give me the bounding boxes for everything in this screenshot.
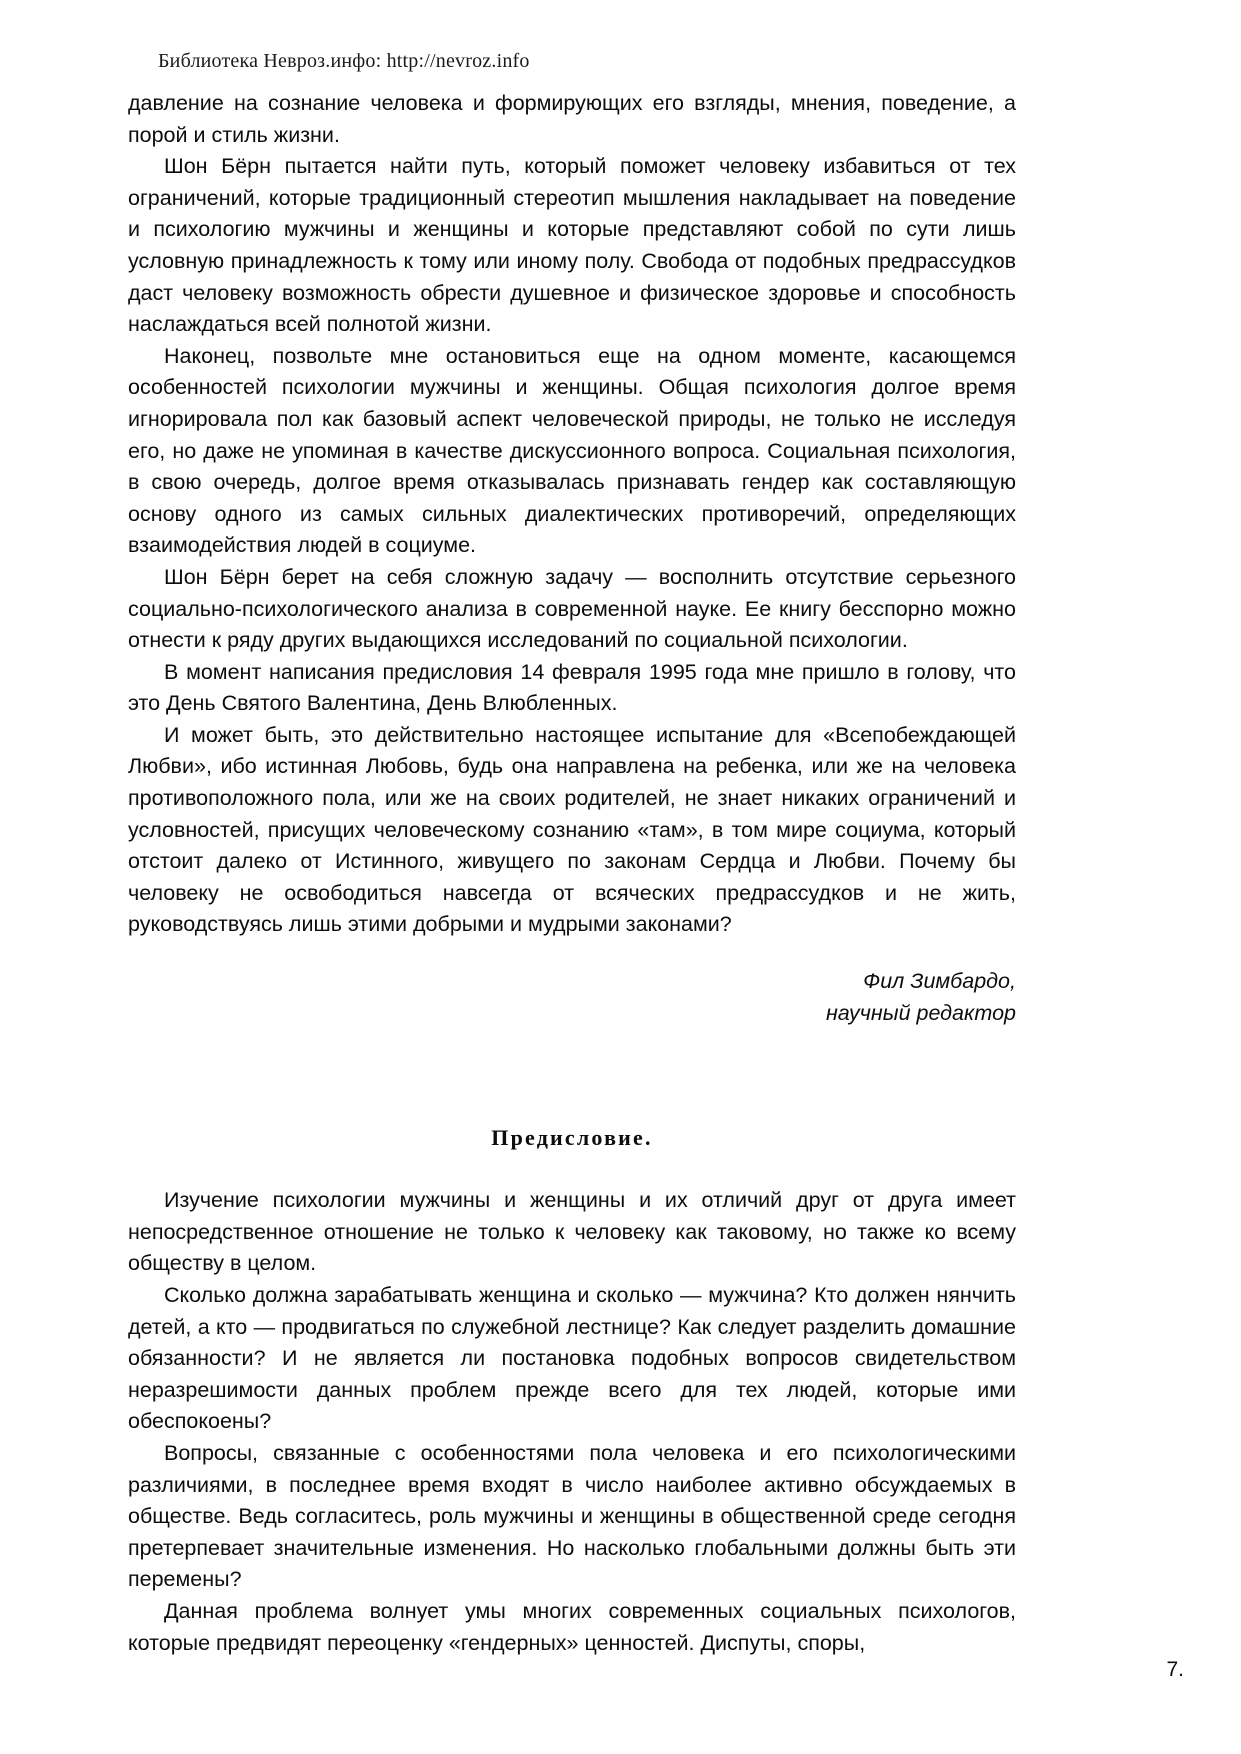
paragraph: И может быть, это действительно настоящее испытание для «Всепобеждающей Любви», ибо истинная Любовь, будь она направлена на ребенка, или же на человека противоположного пола, или же на своих родителей, не знает никаких ограничений и условностей, присущих человеческому сознанию «там», в том мире социума, который отстоит далеко от Истинного, живущего по законам Сердца и Любви. Почему бы человеку не освободиться навсегда от всяческих предрассудков и не жить, руководствуясь лишь этими добрыми и мудрыми законами?	[128, 722, 1016, 937]
paragraph: Вопросы, связанные с особенностями пола человека и его психологическими различиями, в последнее время входят в число наиболее активно обсуждаемых в обществе. Ведь согласитесь, роль мужчины и женщины в общественной среде сегодня претерпевает значительные изменения. Но насколько глобальными должны быть эти перемены?	[128, 1440, 1016, 1592]
paragraph: Шон Бёрн берет на себя сложную задачу — восполнить отсутствие серьезного социально-психологического анализа в современной науке. Ее книгу бесспорно можно отнести к ряду других выдающихся исследований по социальной психологии.	[128, 564, 1016, 653]
signature-name: Фил Зимбардо,	[863, 969, 1016, 994]
paragraph: В момент написания предисловия 14 февраля 1995 года мне пришло в голову, что это День Святого Валентина, День Влюбленных.	[128, 659, 1016, 716]
paragraph: Изучение психологии мужчины и женщины и их отличий друг от друга имеет непосредственное отношение не только к человеку как таковому, но также ко всему обществу в целом.	[128, 1188, 1016, 1276]
signature-block	[128, 966, 1016, 1029]
document-body	[128, 88, 1016, 1659]
paragraph-continued: давление на сознание человека и формирующих его взгляды, мнения, поведение, а порой и стиль жизни.	[128, 91, 1016, 147]
paragraph: Шон Бёрн пытается найти путь, который поможет человеку избавиться от тех ограничений, которые традиционный стереотип мышления накладывает на поведение и психологию мужчины и женщины и которые представляют собой по сути лишь условную принадлежность к тому или иному полу. Свобода от подобных предрассудков даст человеку возможность обрести душевное и физическое здоровье и способность наслаждаться всей полнотой жизни.	[128, 154, 1016, 337]
page-number: 7.	[1166, 1658, 1184, 1681]
paragraph: Сколько должна зарабатывать женщина и сколько — мужчина? Кто должен нянчить детей, а кто — продвигаться по служебной лестнице? Как следует разделить домашние обязанности? И не является ли постановка подобных вопросов свидетельством неразрешимости данных проблем прежде всего для тех людей, которые ими обеспокоены?	[128, 1283, 1016, 1434]
page-header-library-line: Библиотека Невроз.инфо: http://nevroz.info	[158, 50, 530, 72]
section-heading: Предисловие.	[491, 1125, 653, 1151]
signature-role: научный редактор	[825, 1000, 1016, 1025]
paragraph: Наконец, позвольте мне остановиться еще на одном моменте, касающемся особенностей психологии мужчины и женщины. Общая психология долгое время игнорировала пол как базовый аспект человеческой природы, не только не исследуя его, но даже не упоминая в качестве дискуссионного вопроса. Социальная психология, в свою очередь, долгое время отказывалась признавать гендер как составляющую основу одного из самых сильных диалектических противоречий, определяющих взаимодействия людей в социуме.	[128, 343, 1016, 558]
paragraph: Данная проблема волнует умы многих современных социальных психологов, которые предвидят переоценку «гендерных» ценностей. Диспуты, споры,	[128, 1598, 1016, 1655]
heading-spacer	[128, 1151, 1016, 1185]
